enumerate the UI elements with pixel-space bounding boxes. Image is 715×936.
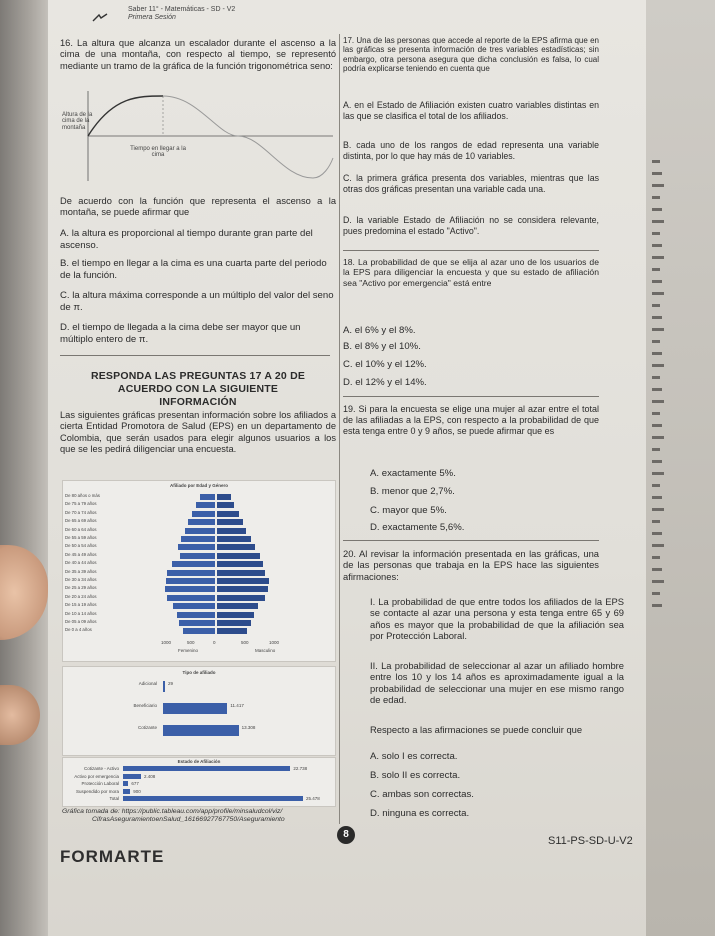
female-bar <box>167 570 215 576</box>
q18-option-d[interactable]: D. el 12% y el 14%. <box>343 377 427 388</box>
age-range-label: De 10 a 14 años <box>65 610 97 616</box>
header-session: Primera Sesión <box>128 14 176 21</box>
age-range-label: De 15 a 19 años <box>65 602 97 608</box>
affiliate-type-chart <box>62 666 336 756</box>
axis-left-1000: 1000 <box>161 640 172 645</box>
age-range-label: De 35 a 39 años <box>65 568 97 574</box>
age-gender-chart <box>62 480 336 662</box>
bar-value: 25.478 <box>306 796 320 801</box>
adjacent-page-mark <box>652 352 662 355</box>
female-bar <box>185 528 215 534</box>
adjacent-page-mark <box>652 256 664 259</box>
adjacent-page-mark <box>652 436 664 439</box>
graph-xlabel: Tiempo en llegar a la cima <box>130 146 186 159</box>
age-range-label: De 65 a 69 años <box>65 518 97 524</box>
q17-option-a[interactable]: A. en el Estado de Afiliación existen cuatro variables distintas en las que se clasifica el total de los afiliados. <box>343 100 599 121</box>
male-bar <box>217 544 255 550</box>
female-bar <box>167 595 215 601</box>
adjacent-page <box>646 0 715 936</box>
q20-text: 20. Al revisar la información presentada en las gráficas, una de las personas que trabaja en la EPS hace las siguientes afirmaciones: <box>343 548 599 582</box>
female-bar <box>179 620 215 626</box>
adjacent-page-mark <box>652 280 662 283</box>
female-bar <box>181 536 215 542</box>
bar-label: Beneficiario <box>133 703 157 708</box>
q20-option-b[interactable]: B. solo II es correcta. <box>370 770 461 781</box>
male-bar <box>217 570 265 576</box>
adjacent-page-mark <box>652 364 664 367</box>
male-bar <box>217 494 231 500</box>
bar-label: Cotizante - Activo <box>83 766 119 771</box>
bar-value: 29 <box>168 681 174 686</box>
female-bar <box>172 561 215 567</box>
adjacent-page-mark <box>652 340 660 343</box>
bar-label: Activo por emergencia <box>74 773 119 779</box>
axis-zero: 0 <box>213 640 216 645</box>
female-bar <box>188 519 215 525</box>
legend-male: Masculino <box>255 648 276 653</box>
age-range-label: De 0 a 4 años <box>65 627 92 633</box>
female-bar <box>178 544 215 550</box>
q19-text: 19. Si para la encuesta se elige una mujer al azar entre el total de las afiliadas a la EPS, con respecto a la probabilidad de que esta tenga entre 0 y 9 años, se puede afirmar que es <box>343 404 599 436</box>
male-bar <box>217 620 251 626</box>
age-range-label: De 60 a 64 años <box>65 526 97 532</box>
q19-option-b[interactable]: B. menor que 2,7%. <box>370 486 455 497</box>
female-bar <box>177 612 215 618</box>
adjacent-page-mark <box>652 424 662 427</box>
axis-right-500: 500 <box>241 640 249 645</box>
male-bar <box>217 612 254 618</box>
age-range-label: De 55 a 59 años <box>65 535 97 540</box>
female-bar <box>200 494 215 500</box>
q19-option-d[interactable]: D. exactamente 5,6%. <box>370 522 465 533</box>
q16-stem: De acuerdo con la función que representa el ascenso a la montaña, se puede afirmar que <box>60 196 336 218</box>
sine-graph <box>68 86 338 186</box>
adjacent-page-mark <box>652 328 664 331</box>
adjacent-page-mark <box>652 412 660 415</box>
q17-option-c[interactable]: C. la primera gráfica presenta dos variables, mientras que las otras dos gráficas presentan una variable cada una. <box>343 173 599 194</box>
adjacent-page-mark <box>652 580 664 583</box>
column-separator <box>339 34 340 824</box>
adjacent-page-mark <box>652 232 660 235</box>
male-bar <box>217 536 251 542</box>
booklet-code: S11-PS-SD-U-V2 <box>548 835 633 847</box>
affiliation-status-bars <box>63 766 335 806</box>
male-bar <box>217 603 258 609</box>
q19-option-c[interactable]: C. mayor que 5%. <box>370 505 447 516</box>
age-range-label: De 05 a 09 años <box>65 619 97 624</box>
female-bar <box>180 553 215 559</box>
bar-value: 900 <box>133 788 141 794</box>
affiliation-status-chart <box>62 757 336 807</box>
q17-option-d[interactable]: D. la variable Estado de Afiliación no se considera relevante, pues predomina el estado "Activo". <box>343 215 599 236</box>
q17-text: 17. Una de las personas que accede al reporte de la EPS afirma que en las gráficas se presenta información de tres variables estadísticas; sin embargo, otra persona asegura que dicha conclusión es falsa, lo cual podría explicarse teniendo en cuenta que <box>343 36 599 74</box>
pyramid-bars <box>63 493 335 638</box>
q16-option-b[interactable]: B. el tiempo en llegar a la cima es una cuarta parte del periodo de la función. <box>60 258 327 281</box>
adjacent-page-mark <box>652 376 660 379</box>
male-bar <box>217 561 263 567</box>
chart3-title: Estado de Afiliación <box>177 759 221 764</box>
female-bar <box>183 628 215 634</box>
graph-ylabel: Altura de la cima de la montaña <box>62 112 93 131</box>
age-range-label: De 20 a 24 años <box>65 593 97 599</box>
adjacent-page-mark <box>652 496 662 499</box>
bar <box>163 725 239 736</box>
q18-option-c[interactable]: C. el 10% y el 12%. <box>343 359 427 370</box>
bar <box>163 703 227 714</box>
divider <box>343 540 599 541</box>
section-heading: RESPONDA LAS PREGUNTAS 17 A 20 DE ACUERDO CON LA SIGUIENTE INFORMACIÓN <box>90 370 306 409</box>
female-bar <box>165 586 215 592</box>
bar-label: Suspendido por mora <box>75 788 119 794</box>
bar-label: Protección Laboral <box>81 781 119 786</box>
axis-right-1000: 1000 <box>269 640 280 645</box>
age-range-label: De 50 a 54 años <box>65 543 97 549</box>
q18-text: 18. La probabilidad de que se elija al azar uno de los usuarios de la EPS para diligenciar la encuesta y que su estado de afiliación sea "Activo por emergencia" está entre <box>343 257 599 288</box>
q17-option-b[interactable]: B. cada uno de los rangos de edad representa una variable distinta, por lo que hay más de 10 variables. <box>343 140 599 161</box>
adjacent-page-mark <box>652 520 660 523</box>
adjacent-page-mark <box>652 508 664 511</box>
age-range-label: De 45 a 49 años <box>65 551 97 557</box>
header-subject: Saber 11° - Matemáticas - SD - V2 <box>128 6 236 13</box>
q20-option-d[interactable]: D. ninguna es correcta. <box>370 808 470 819</box>
female-bar <box>166 578 215 584</box>
male-bar <box>217 519 243 525</box>
male-bar <box>217 578 269 584</box>
divider <box>343 250 599 251</box>
q16-text: 16. La altura que alcanza un escalador durante el ascenso a la cima de una montaña, con respecto al tiempo, se representó mediante un tramo de la gráfica de la función trigonométrica seno: <box>60 38 336 71</box>
adjacent-page-mark <box>652 448 660 451</box>
bar <box>123 766 290 771</box>
male-bar <box>217 595 265 601</box>
bar-label: Cotizante <box>137 725 157 730</box>
adjacent-page-mark <box>652 196 660 199</box>
page-number: 8 <box>337 826 355 844</box>
source-line1: Gráfica tomada de: https://public.tableau.com/app/profile/minsaludcol/viz/ <box>62 808 283 815</box>
q18-option-b[interactable]: B. el 8% y el 10%. <box>343 341 421 352</box>
bar-value: 11.417 <box>230 703 244 708</box>
adjacent-page-mark <box>652 172 662 175</box>
header-logo-icon <box>92 10 108 20</box>
male-bar <box>217 511 239 517</box>
adjacent-page-mark <box>652 220 664 223</box>
age-range-label: De 25 a 29 años <box>65 585 97 591</box>
male-bar <box>217 528 246 534</box>
q20-statement-1: I. La probabilidad de que entre todos los afiliados de la EPS se contacte al azar una persona y esta tenga entre 65 y 69 años es mayor que la probabilidad de que la afiliación sea por Protección Laboral. <box>370 596 624 642</box>
bar-value: 2.408 <box>144 773 156 779</box>
q20-stem: Respecto a las afirmaciones se puede concluir que <box>370 724 583 735</box>
adjacent-page-mark <box>652 544 664 547</box>
age-range-label: De 75 a 79 años <box>65 501 97 507</box>
male-bar <box>217 586 268 592</box>
age-range-label: De 30 a 34 años <box>65 577 97 582</box>
age-range-label: De 70 a 74 años <box>65 509 97 515</box>
adjacent-page-mark <box>652 484 660 487</box>
bar-value: 677 <box>131 781 139 786</box>
bar <box>123 774 141 779</box>
legend-female: Femenino <box>178 648 199 653</box>
section-intro: Las siguientes gráficas presentan información sobre los afiliados a cierta Entidad Promotora de Salud (EPS) en un departamento de Colombia, que serán usados para elegir algunos usuarios a los que se les pedirá diligenciar una encuesta. <box>60 410 336 454</box>
male-bar <box>217 628 247 634</box>
q20-option-a[interactable]: A. solo I es correcta. <box>370 751 458 762</box>
brand-logo: FORMARTE <box>60 847 165 866</box>
bar <box>123 781 128 786</box>
adjacent-page-mark <box>652 460 662 463</box>
female-bar <box>192 511 215 517</box>
adjacent-page-mark <box>652 244 662 247</box>
adjacent-page-mark <box>652 304 660 307</box>
q19-option-a[interactable]: A. exactamente 5%. <box>370 468 456 479</box>
bar-label: Total <box>109 796 119 801</box>
bar-value: 13.308 <box>241 725 256 730</box>
bar-value: 22.738 <box>293 766 308 771</box>
thumb <box>0 545 48 640</box>
male-bar <box>217 502 234 508</box>
adjacent-page-mark <box>652 160 660 163</box>
adjacent-page-mark <box>652 532 662 535</box>
source-line2: CifrasAseguramientoenSalud_16166927767750/Aseguramiento <box>92 816 285 823</box>
bar <box>123 789 130 794</box>
q16-option-a[interactable]: A. la altura es proporcional al tiempo durante gran parte del ascenso. <box>60 228 313 251</box>
divider <box>60 355 330 356</box>
q20-option-c[interactable]: C. ambas son correctas. <box>370 789 474 800</box>
female-bar <box>173 603 215 609</box>
male-bar <box>217 553 260 559</box>
adjacent-page-mark <box>652 568 662 571</box>
age-range-label: De 40 a 44 años <box>65 560 97 566</box>
divider <box>343 396 599 397</box>
adjacent-page-mark <box>652 268 660 271</box>
adjacent-page-mark <box>652 292 664 295</box>
finger <box>0 685 40 745</box>
adjacent-page-mark <box>652 556 660 559</box>
q18-option-a[interactable]: A. el 6% y el 8%. <box>343 325 416 336</box>
adjacent-page-mark <box>652 400 664 403</box>
chart1-title: Afiliado por Edad y Género <box>169 483 228 488</box>
q16-option-c[interactable]: C. la altura máxima corresponde a un múltiplo del valor del seno de π. <box>60 290 334 313</box>
age-range-label: De 80 años o más <box>65 493 100 498</box>
adjacent-page-mark <box>652 388 662 391</box>
q16-option-d[interactable]: D. el tiempo de llegada a la cima debe ser mayor que un múltiplo entero de π. <box>60 322 301 345</box>
female-bar <box>196 502 215 508</box>
adjacent-page-mark <box>652 316 662 319</box>
bar <box>123 796 303 801</box>
q20-statement-2: II. La probabilidad de seleccionar al azar un afiliado hombre entre los 10 y los 14 años es aproximadamente igual a la probabilidad de seleccionar una mujer en ese mismo rango de edad. <box>370 660 624 706</box>
adjacent-page-mark <box>652 208 662 211</box>
adjacent-page-mark <box>652 592 660 595</box>
axis-left-500: 500 <box>187 640 195 645</box>
bar-label: Adicional <box>138 681 157 686</box>
adjacent-page-mark <box>652 604 662 607</box>
affiliate-type-bars <box>63 681 335 751</box>
bar <box>163 681 165 692</box>
chart2-title: Tipo de afiliado <box>182 670 216 675</box>
adjacent-page-mark <box>652 184 664 187</box>
adjacent-page-mark <box>652 472 664 475</box>
